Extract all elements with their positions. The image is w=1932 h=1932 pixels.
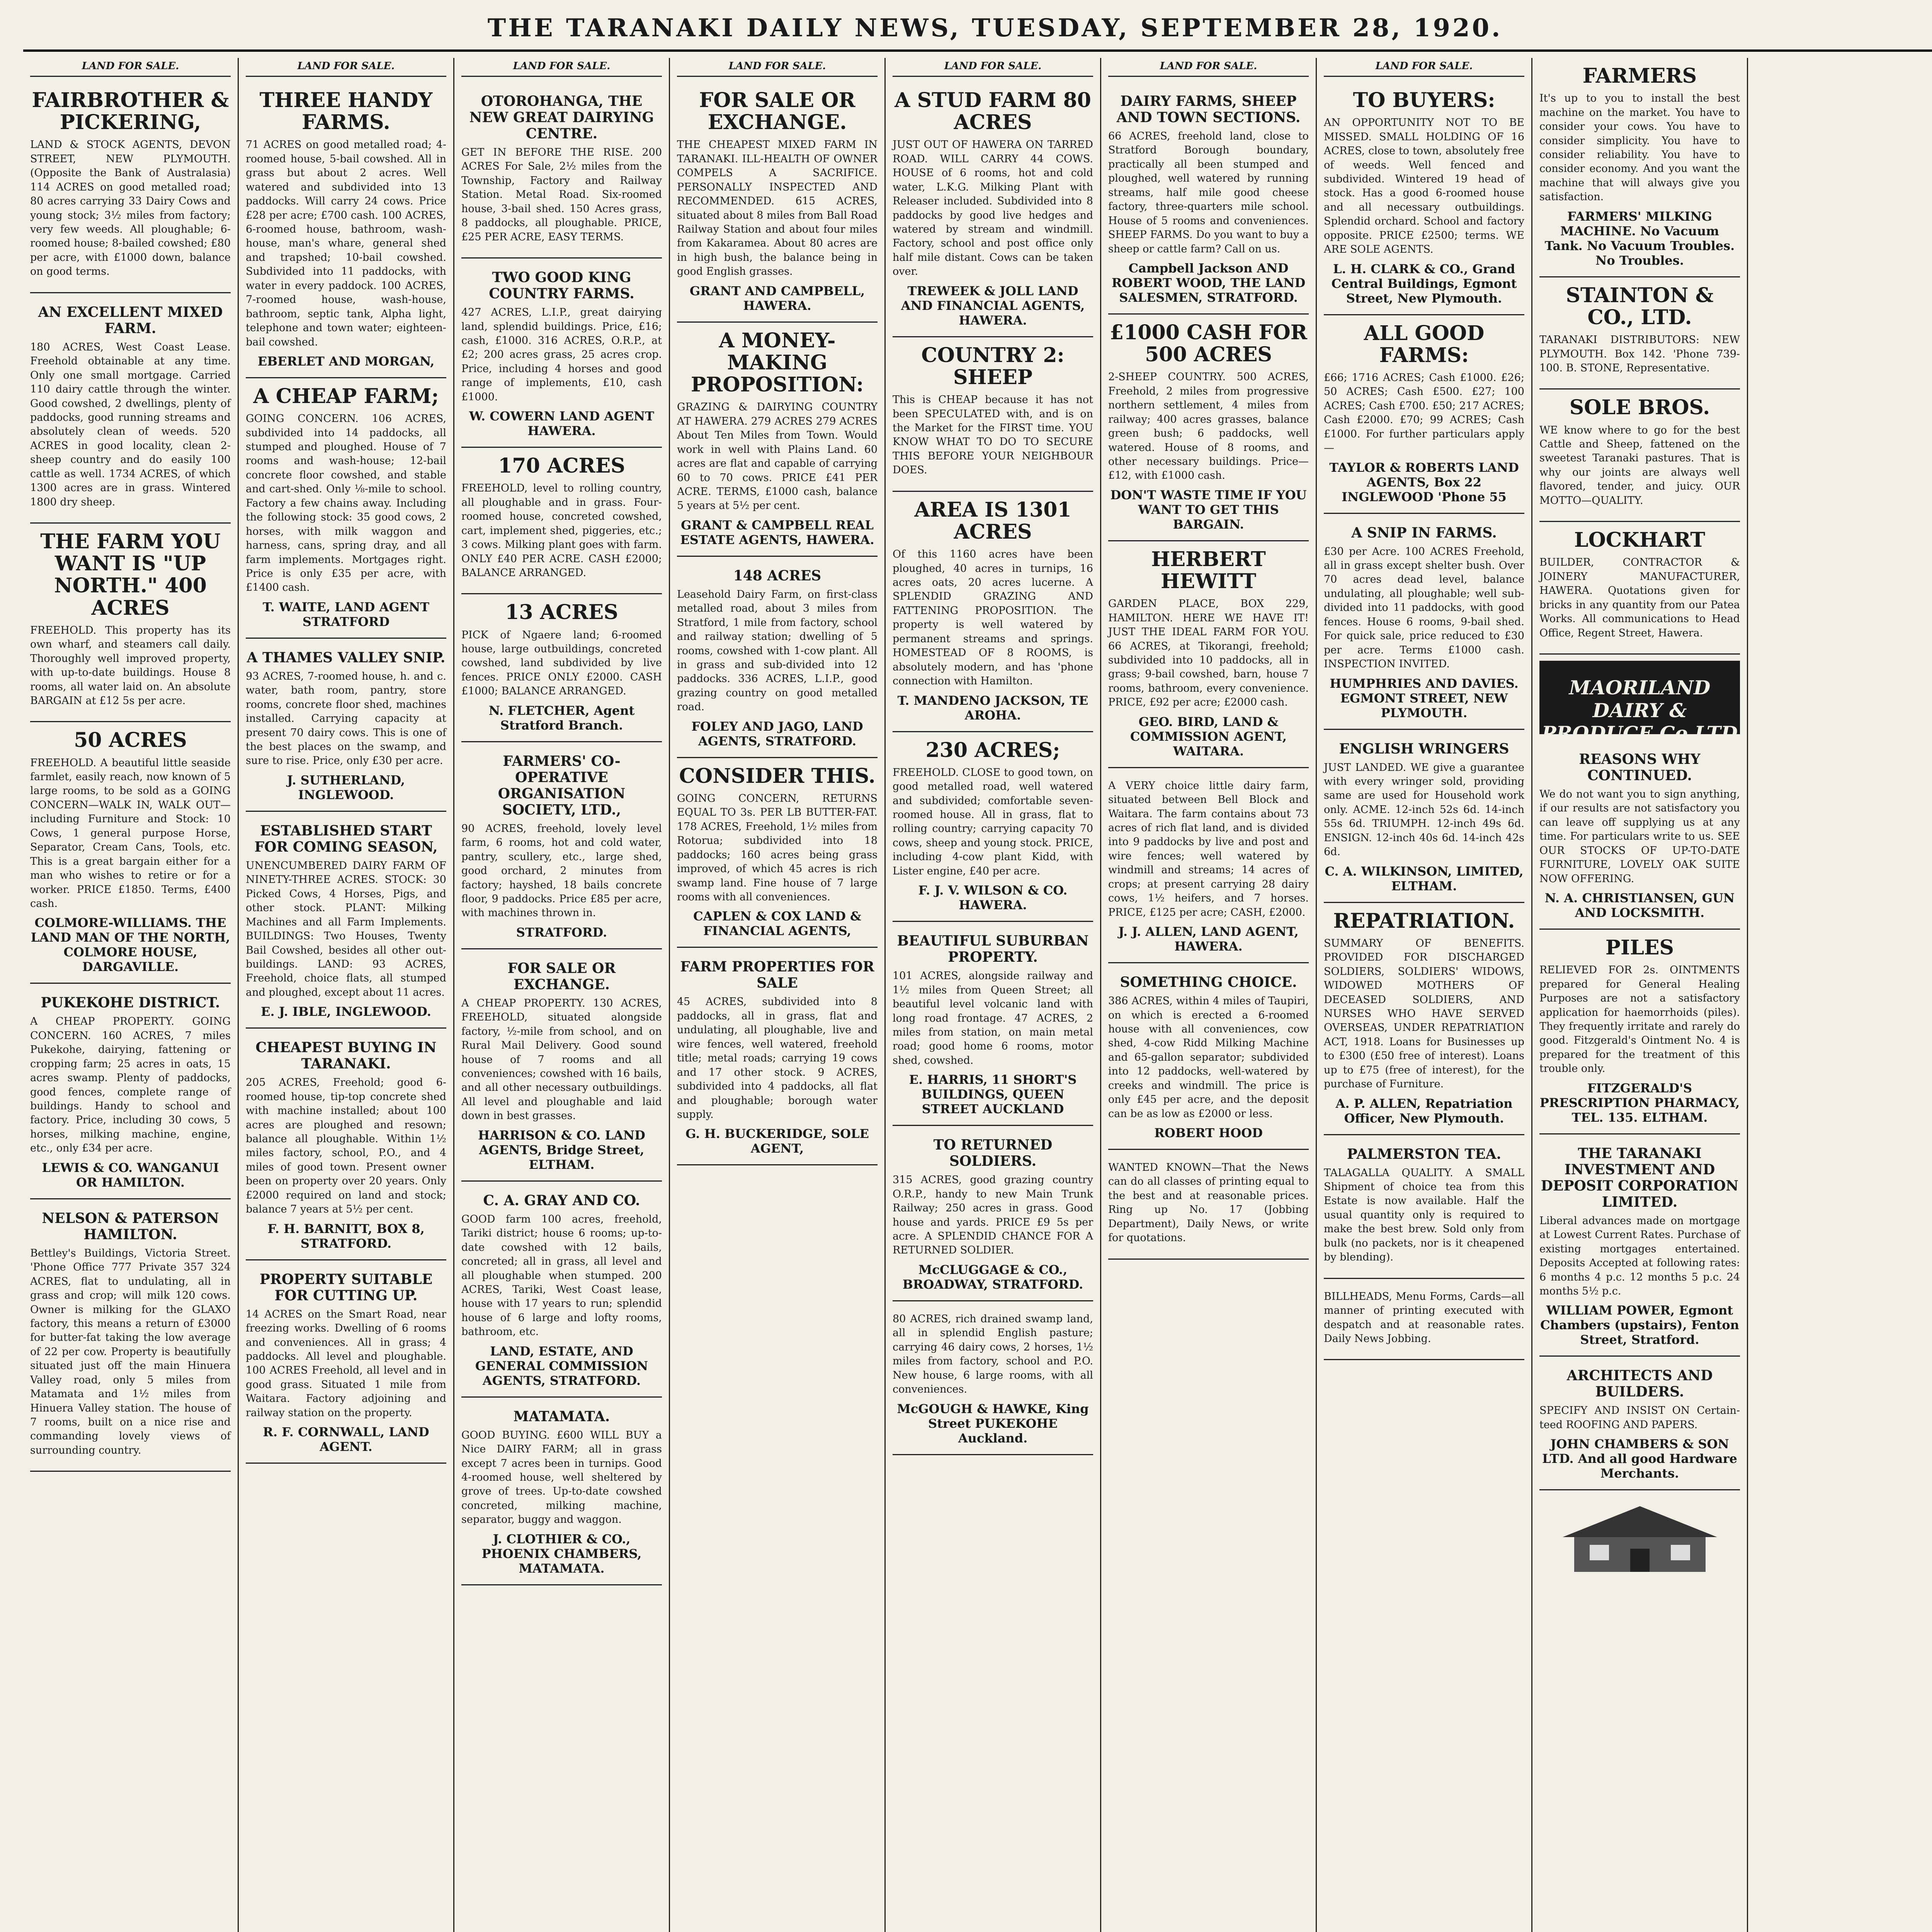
ad-body: 66 ACRES, freehold land, close to Stratford Borough boundary, practically all been stumped and ploughed, well watered by running streams, half mile good cheese factory, three-quarters mile school. House of 5 rooms and conveniences. SHEEP FARMS. Do you want to buy a sheep or cattle farm? Call on us. — [1108, 130, 1309, 255]
ad-body: SUMMARY OF BENEFITS. PROVIDED FOR DISCHARGED SOLDIERS, SOLDIERS' WIDOWS, WIDOWED MOTHERS OF DECEASED SOLDIERS, AND NURSES WHO HAVE SERVED OVERSEAS, UNDER REPATRIATION ACT, 1918. Loans for Businesses up to £300 (£50 free of interest). Loans up to £75 (free of interest), for the purchase of Furniture. — [1324, 937, 1524, 1090]
ad — [30, 1199, 231, 1472]
ad-heading: REASONS WHY CONTINUED. — [1579, 751, 1701, 784]
ad-body: 180 ACRES, West Coast Lease. Freehold obtainable at any time. Only one small mortgage. Carried 110 dairy cattle through the winter. Good cowshed, 2 dwellings, plenty of paddocks, good running streams and absolutely clean of weeds. 520 ACRES in good locality, clean 2-sheep country and do easily 100 cattle as well. 1734 ACRES, of which 1300 acres are in grass. Wintered 1800 dry sheep. — [30, 341, 231, 508]
column-rubric: LAND FOR SALE. — [461, 58, 662, 77]
ad-body: GOING CONCERN. 106 ACRES, subdivided into 14 paddocks, all stumped and ploughed. House of 7 rooms and wash-house; 12-bail concrete floor cowshed, and stable and cart-shed. Only ⅛-mile to school. Factory a few chains away. Including the following stock: 35 good cows, 2 horses, with milk waggon and harness, cans, spring dray, and all farm implements. Mortgages right. Price is only £35 per acre, with £1400 cash. — [246, 413, 446, 594]
ad-body: Of this 1160 acres have been ploughed, 40 acres in turnips, 16 acres oats, 20 acres lucerne. A SPLENDID GRAZING AND FATTENING PROPOSITION. The property is well watered by permanent streams and springs. HOMESTEAD OF 8 ROOMS, is absolutely modern, and has 'phone connection with Hamilton. — [893, 548, 1093, 687]
ad — [30, 524, 231, 722]
ad — [1539, 389, 1740, 522]
ad-signature: C. A. WILKINSON, LIMITED, ELTHAM. — [1325, 864, 1524, 893]
ad-heading: THE TARANAKI INVESTMENT AND DEPOSIT CORPORATION LIMITED. — [1541, 1145, 1739, 1210]
ad-body: LAND & STOCK AGENTS, DEVON STREET, NEW PLYMOUTH. (Opposite the Bank of Australasia) 114 ACRES on good metalled road; 80 acres carrying 33 Dairy Cows and young stock; 3½ miles from factory; very few weeds. All ploughable; 6-roomed house; 8-bailed cowshed; £80 per acre, with £1000 down, balance on good terms. — [30, 139, 231, 278]
ad-heading: PUKEKOHE DISTRICT. — [41, 995, 220, 1011]
column-rubric: LAND FOR SALE. — [1108, 58, 1309, 77]
ad-body: 101 ACRES, alongside railway and 1½ miles from Queen Street; all beautiful level volcanic land with long road frontage. 47 ACRES, 2 miles from station, on main metal road; good home 6 rooms, motor shed, cowshed. — [893, 970, 1093, 1066]
ad-signature: E. J. IBLE, INGLEWOOD. — [261, 1004, 431, 1019]
ad-signature: FARMERS' MILKING MACHINE. No Vacuum Tank. No Vacuum Troubles. No Troubles. — [1544, 209, 1735, 268]
ad-signature: F. J. V. WILSON & CO. HAWERA. — [918, 883, 1068, 913]
ad — [246, 1260, 446, 1464]
ad — [246, 82, 446, 378]
ad-body: PICK of Ngaere land; 6-roomed house, large outbuildings, concreted cowshed, land subdivided by live fences. PRICE ONLY £2000. CASH £1000; BALANCE ARRANGED. — [461, 629, 662, 697]
ad-heading: FARM PROPERTIES FOR SALE — [680, 959, 874, 992]
ad-heading: THE FARM YOU WANT IS "UP NORTH." 400 ACRES — [40, 530, 221, 620]
ad-signature: R. F. CORNWALL, LAND AGENT. — [263, 1425, 429, 1454]
ad — [893, 1126, 1093, 1301]
ad — [1108, 768, 1309, 963]
ad-signature: E. HARRIS, 11 SHORT'S BUILDINGS, QUEEN STREET AUCKLAND — [909, 1072, 1077, 1117]
ad — [893, 492, 1093, 732]
ad-body: 93 ACRES, 7-roomed house, h. and c. water, bath room, pantry, store rooms, concrete floor shed, machines installed. Carrying capacity at present 70 dairy cows. This is one of the best places on the swamp, and sure to rise. Price, only £30 per acre. — [246, 670, 446, 767]
ad-heading: PROPERTY SUITABLE FOR CUTTING UP. — [259, 1271, 433, 1304]
ad-heading: FARMERS — [1582, 64, 1697, 88]
building-illustration — [1539, 1497, 1740, 1578]
ad-heading: FAIRBROTHER & PICKERING, — [32, 88, 229, 134]
ad-body: AN OPPORTUNITY NOT TO BE MISSED. SMALL HOLDING OF 16 ACRES, close to town, absolutely free of weeds. Well fenced and subdivided. Wintered 19 head of stock. Has a good 6-roomed house and all necessary outbuildings. Splendid orchard. School and factory opposite. PRICE £2500; terms. WE ARE SOLE AGENTS. — [1324, 117, 1524, 256]
ad — [677, 948, 878, 1165]
ad-signature: L. H. CLARK & CO., Grand Central Buildings, Egmont Street, New Plymouth. — [1331, 261, 1517, 306]
ad — [461, 259, 662, 448]
ad-body: 45 ACRES, subdivided into 8 paddocks, all in grass, flat and undulating, all ploughable, live and wire fences, well watered, freehold title; metal roads; carrying 19 cows and 17 other stock. 9 ACRES, subdivided into 4 paddocks, all flat and ploughable; borough water supply. — [677, 996, 878, 1121]
ad — [246, 812, 446, 1029]
ad — [1324, 1279, 1524, 1361]
masthead — [23, 7, 1932, 52]
ad-heading: A THAMES VALLEY SNIP. — [247, 649, 446, 666]
maoriland-dairy-logo — [1539, 661, 1740, 745]
ad-signature: N. FLETCHER, Agent Stratford Branch. — [488, 703, 635, 733]
ad — [1539, 522, 1740, 655]
ad-body: A VERY choice little dairy farm, situated between Bell Block and Waitara. The farm contains about 73 acres of rich flat land, and is divided into 9 paddocks by live and post and wire fences; well watered by windmill and streams; 14 acres of crops; at present carrying 28 dairy cows, 1½ heifers, and 7 horses. PRICE, £125 per acre; CASH, £2000. — [1108, 779, 1309, 918]
ad — [1324, 1135, 1524, 1279]
ad-signature: ROBERT HOOD — [1154, 1126, 1263, 1140]
ad-body: 14 ACRES on the Smart Road, near freezing works. Dwelling of 6 rooms and conveniences. All in grass; 4 paddocks. All level and ploughable. 100 ACRES Freehold, all level and in good grass. Situated 1 mile from Waitara. Factory adjoining and railway station on the property. — [246, 1308, 446, 1419]
ad-body: RELIEVED FOR 2s. OINTMENTS prepared for General Healing Purposes are not a satisfactory application for haemorrhoids (piles). They frequently irritate and rarely do good. Fitzgerald's Ointment No. 4 is prepared for the treatment of this trouble only. — [1539, 964, 1740, 1075]
ad-body: FREEHOLD. This property has its own wharf, and steamers call daily. Thoroughly well improved property, with up-to-date buildings. House 8 rooms, all water laid on. An absolute BARGAIN at £12 5s per acre. — [30, 624, 231, 707]
logo-text: MAORILAND DAIRY & PRODUCE Co LTD — [1541, 676, 1738, 745]
ad — [677, 557, 878, 758]
ad-signature: LEWIS & CO. WANGANUI OR HAMILTON. — [42, 1160, 219, 1190]
ad-heading: SOMETHING CHOICE. — [1120, 974, 1297, 991]
ad — [1324, 730, 1524, 903]
ad-heading: NELSON & PATERSON HAMILTON. — [42, 1210, 219, 1243]
ad-heading: AN EXCELLENT MIXED FARM. — [38, 304, 223, 337]
column-6 — [1101, 58, 1317, 1932]
ad-heading: REPATRIATION. — [1333, 909, 1515, 933]
ad-signature: STRATFORD. — [516, 925, 607, 940]
ad-heading: COUNTRY 2: SHEEP — [921, 343, 1065, 389]
ad-heading: MATAMATA. — [513, 1408, 610, 1425]
ad — [461, 742, 662, 949]
ad — [246, 639, 446, 812]
ad — [677, 758, 878, 948]
ad — [677, 323, 878, 557]
ad-body: BILLHEADS, Menu Forms, Cards—all manner of printing executed with despatch and at reasonable rates. Daily News Jobbing. — [1324, 1290, 1524, 1345]
ad-heading: A CHEAP FARM; — [253, 384, 439, 408]
ad-signature: TREWEEK & JOLL LAND AND FINANCIAL AGENTS, HAWERA. — [901, 283, 1085, 328]
ad-signature: GRANT AND CAMPBELL, HAWERA. — [689, 283, 865, 313]
ad-body: GOOD farm 100 acres, freehold, Tariki district; house 6 rooms; up-to-date cowshed with 12 bails, concreted; all in grass, all level and all ploughable when stumped. 200 ACRES, Tariki, West Coast lease, house with 17 years to run; splendid house of 6 large and lofty rooms, bathroom, etc. — [461, 1213, 662, 1338]
ad — [461, 82, 662, 259]
ad-heading: CHEAPEST BUYING IN TARANAKI. — [255, 1039, 437, 1072]
ad-signature: N. A. CHRISTIANSEN, GUN AND LOCKSMITH. — [1544, 891, 1735, 920]
column-rubric: LAND FOR SALE. — [30, 58, 231, 77]
ad — [893, 1301, 1093, 1455]
ad-signature: McGOUGH & HAWKE, King Street PUKEKOHE Auckland. — [897, 1401, 1089, 1446]
ad-heading: TO BUYERS: — [1353, 88, 1495, 112]
ad — [1108, 82, 1309, 315]
ad-heading: A MONEY-MAKING PROPOSITION: — [690, 328, 864, 397]
ad — [1108, 963, 1309, 1150]
ad-signature: HUMPHRIES AND DAVIES. EGMONT STREET, NEW PLYMOUTH. — [1330, 676, 1519, 720]
ad-body: £30 per Acre. 100 ACRES Freehold, all in grass except shelter bush. Over 70 acres dead level, balance undulating, all ploughable; well sub-divided into 11 paddocks, with good fences. House 6 rooms, 9-bail shed. For quick sale, price reduced to £30 per acre. Terms £1000 cash. INSPECTION INVITED. — [1324, 545, 1524, 670]
ad — [893, 337, 1093, 492]
ad — [1324, 514, 1524, 730]
ad — [1539, 740, 1740, 930]
ad — [1324, 903, 1524, 1135]
ad — [677, 82, 878, 323]
ad-heading: BEAUTIFUL SUBURBAN PROPERTY. — [897, 933, 1089, 966]
ad-body: JUST LANDED. WE give a guarantee with every wringer sold, providing same are used for Household work only. ACME. 12-inch 52s 6d. 14-inch 55s 6d. TRIUMPH. 12-inch 49s 6d. ENSIGN. 12-inch 40s 6d. 14-inch 42s 6d. — [1324, 761, 1524, 858]
ad-signature: GEO. BIRD, LAND & COMMISSION AGENT, WAITARA. — [1130, 714, 1287, 759]
masthead-title: THE TARANAKI DAILY NEWS, TUESDAY, SEPTEMBER 28, 1920. — [487, 14, 1503, 43]
ad-signature: McCLUGGAGE & CO., BROADWAY, STRATFORD. — [902, 1262, 1083, 1292]
ad — [461, 949, 662, 1182]
ad — [1539, 1357, 1740, 1490]
column-5 — [886, 58, 1101, 1932]
ad-heading: ALL GOOD FARMS: — [1364, 321, 1485, 367]
ad-signature: G. H. BUCKERIDGE, SOLE AGENT, — [685, 1126, 869, 1156]
ad-body: GET IN BEFORE THE RISE. 200 ACRES For Sale, 2½ miles from the Township, Factory and Railway Station. Metal Road. Six-roomed house, 3-bail shed. 150 Acres grass, 8 paddocks, all ploughable. PRICE, £25 PER ACRE, EASY TERMS. — [461, 146, 662, 243]
ad-body: Leasehold Dairy Farm, on first-class metalled road, about 3 miles from Stratford, 1 mile from factory, school and railway station; dwelling of 5 rooms, cowshed with 1-cow plant. All in grass and sub-divided into 12 paddocks. 336 ACRES, L.I.P., good grazing country on good metalled road. — [677, 588, 878, 713]
ad — [1324, 315, 1524, 514]
ad-signature: LAND, ESTATE, AND GENERAL COMMISSION AGENTS, STRATFORD. — [475, 1344, 648, 1388]
ad-body: 315 ACRES, good grazing country O.R.P., handy to new Main Trunk Railway; 250 acres in grass. Good house and yards. PRICE £9 5s per acre. A SPLENDID CHANCE FOR A RETURNED SOLDIER. — [893, 1174, 1093, 1257]
ad-heading: DAIRY FARMS, SHEEP AND TOWN SECTIONS. — [1116, 93, 1301, 126]
column-7 — [1317, 58, 1532, 1932]
ad-heading: THREE HANDY FARMS. — [259, 88, 433, 134]
ad-heading: OTOROHANGA, THE NEW GREAT DAIRYING CENTRE. — [469, 93, 654, 142]
ad — [461, 1398, 662, 1585]
ad — [1108, 1150, 1309, 1260]
column-rubric: LAND FOR SALE. — [677, 58, 878, 77]
ad-body: WANTED KNOWN—That the News can do all classes of printing equal to the best and at reasonable prices. Ring up No. 17 (Jobbing Department), Daily News, or write for quotations. — [1108, 1162, 1309, 1244]
ad-heading: ESTABLISHED START FOR COMING SEASON, — [254, 822, 438, 855]
ad-signature: CAPLEN & COX LAND & FINANCIAL AGENTS, — [693, 909, 861, 939]
ad-body: UNENCUMBERED DAIRY FARM OF NINETY-THREE ACRES. STOCK: 30 Picked Cows, 4 Horses, Pigs, and other stock. PLANT: Milking Machines and all Farm Implements. BUILDINGS: Two Houses, Twenty Bail Cowshed, besides all other out-buildings. LAND: 93 ACRES, Freehold, choice flats, all stumped and ploughed, except about 11 acres. — [246, 859, 446, 998]
ad-heading: 50 ACRES — [74, 728, 187, 752]
ad-body: THE CHEAPEST MIXED FARM IN TARANAKI. ILL-HEALTH OF OWNER COMPELS A SACRIFICE. PERSONALLY INSPECTED AND RECOMMENDED. 615 ACRES, situated about 8 miles from Ball Road Railway Station and about four miles from Kakaramea. About 80 acres are in high bush, the balance being in good English grasses. — [677, 139, 878, 278]
ad-heading: FARMERS' CO-OPERATIVE ORGANISATION SOCIETY, LTD., — [498, 753, 626, 818]
ad-body: FREEHOLD, level to rolling country, all ploughable and in grass. Four-roomed house, concreted cowshed, cart, implement shed, piggeries, etc.; 3 cows. Milking plant goes with farm. ONLY £40 PER ACRE. CASH £2000; BALANCE ARRANGED. — [461, 482, 662, 579]
column-9 — [1748, 58, 1932, 1932]
ad-signature: J. CLOTHIER & CO., PHOENIX CHAMBERS, MATAMATA. — [481, 1531, 642, 1576]
ad-body: This is CHEAP because it has not been SPECULATED with, and is on the Market for the FIRST time. YOU KNOW WHAT TO DO TO SECURE THIS BEFORE YOUR NEIGHBOUR DOES. — [893, 394, 1093, 476]
ad-body: FREEHOLD. A beautiful little seaside farmlet, easily reach, now known of 5 large rooms, to be sold as a GOING CONCERN—WALK IN, WALK OUT—including Furniture and Stock: 10 Cows, 1 general purpose Horse, Separator, Cream Cans, Tools, etc. This is a great bargain either for a man who wishes to retire or for a worker. PRICE £1850. Terms, £400 cash. — [30, 757, 231, 910]
ad — [246, 378, 446, 639]
ad-heading: SOLE BROS. — [1569, 396, 1710, 420]
column-rubric: LAND FOR SALE. — [246, 58, 446, 77]
ad-body: £66; 1716 ACRES; Cash £1000. £26; 50 ACRES; Cash £500. £27; 100 ACRES; Cash £700. £50; 217 ACRES; Cash £2000. £70; 99 ACRES; Cash £1000. For further particulars apply— — [1324, 371, 1524, 454]
ad — [1539, 930, 1740, 1134]
ad-body: 90 ACRES, freehold, lovely level farm, 6 rooms, hot and cold water, pantry, scullery, etc., large shed, good orchard, 2 minutes from factory; hayshed, 18 bails concrete floor, 9 paddocks. Price £85 per acre, with machines thrown in. — [461, 822, 662, 919]
ad — [246, 1029, 446, 1260]
ad-heading: A STUD FARM 80 ACRES — [895, 88, 1091, 134]
ad-signature: Campbell Jackson AND ROBERT WOOD, THE LAND SALESMEN, STRATFORD. — [1111, 260, 1306, 305]
ad-body: Bettley's Buildings, Victoria Street. 'Phone Office 777 Private 357 324 ACRES, flat to undulating, all in grass and crop; will milk 120 cows. Owner is milking for the GLAXO factory, this means a return of £3000 for butter-fat taking the low average of 22 per cow. Property is beautifully situated just off the main Hinuera Valley road, only 5 miles from Matamata and 1½ miles from Hinuera Valley station. The house of 7 rooms, built on a nice rise and commanding lovely views of surrounding country. — [30, 1247, 231, 1456]
ad-body: GRAZING & DAIRYING COUNTRY AT HAWERA. 279 ACRES 279 ACRES About Ten Miles from Town. Would work in well with Plains Land. 60 acres are flat and capable of carrying 60 to 70 cows. PRICE £41 PER ACRE. TERMS, £1000 cash, balance 5 years at 5½ per cent. — [677, 401, 878, 512]
ad-body: BUILDER, CONTRACTOR & JOINERY MANUFACTURER, HAWERA. Quotations given for bricks in any quantity from our Patea Works. All communications to Head Office, Regent Street, Hawera. — [1539, 556, 1740, 639]
ad-signature: W. COWERN LAND AGENT HAWERA. — [469, 409, 654, 439]
ad-signature: T. WAITE, LAND AGENT STRATFORD — [262, 599, 430, 629]
ad-signature: JOHN CHAMBERS & SON LTD. And all good Hardware Merchants. — [1542, 1437, 1737, 1481]
column-rubric: LAND FOR SALE. — [1324, 58, 1524, 77]
ad-heading: AREA IS 1301 ACRES — [914, 498, 1071, 544]
ad — [30, 293, 231, 524]
ad-body: FREEHOLD. CLOSE to good town, on good metalled road, well watered and subdivided; comfortable seven-roomed house. All in grass, flat to rolling country; carrying capacity 70 cows, sheep and young stock. PRICE, including 4-cow plant Kidd, with Lister engine, £40 per acre. — [893, 766, 1093, 877]
ad-body: A CHEAP PROPERTY. 130 ACRES, FREEHOLD, situated alongside factory, ½-mile from school, and on Rural Mail Delivery. Good sound house of 7 rooms and all conveniences; cowshed with 16 bails, and all other necessary outbuildings. All level and ploughable and laid down in best grasses. — [461, 997, 662, 1122]
ad-signature: DON'T WASTE TIME IF YOU WANT TO GET THIS BARGAIN. — [1110, 487, 1307, 532]
ad-body: 427 ACRES, L.I.P., great dairying land, splendid buildings. Price, £16; cash, £1000. 316 ACRES, O.R.P., at £2; 200 acres grass, 25 acres crop. Price, including 4 horses and good range of implements, £10, cash £1000. — [461, 306, 662, 403]
ad-signature: HARRISON & CO. LAND AGENTS, Bridge Street, ELTHAM. — [478, 1128, 645, 1172]
ad — [1324, 82, 1524, 315]
ad-signature: J. J. ALLEN, LAND AGENT, HAWERA. — [1118, 924, 1299, 954]
ad-body: It's up to you to install the best machine on the market. You have to consider your cows. You have to consider simplicity. You have to consider reliability. You have to consider economy. And you want the machine that will always give you satisfaction. — [1539, 92, 1740, 203]
ad-heading: FOR SALE OR EXCHANGE. — [507, 960, 616, 993]
ad — [461, 594, 662, 742]
ad — [1108, 315, 1309, 541]
ad-signature: WILLIAM POWER, Egmont Chambers (upstairs), Fenton Street, Stratford. — [1540, 1303, 1739, 1347]
ad-heading: 230 ACRES; — [925, 738, 1060, 762]
ad — [1539, 1134, 1740, 1357]
ad-heading: ENGLISH WRINGERS — [1339, 740, 1509, 757]
ad-body: WE know where to go for the best Cattle and Sheep, fattened on the sweetest Taranaki pastures. That is why our joints are always well flavored, tender, and juicy. OUR MOTTO—QUALITY. — [1539, 424, 1740, 507]
ad-body: Liberal advances made on mortgage at Lowest Current Rates. Purchase of existing mortgages entertained. Deposits Accepted at following rates: 6 months 4 p.c. 12 months 5 p.c. 24 months 5½ p.c. — [1539, 1214, 1740, 1297]
ad — [1108, 541, 1309, 768]
ad-signature: COLMORE-WILLIAMS. THE LAND MAN OF THE NORTH, COLMORE HOUSE, DARGAVILLE. — [31, 915, 230, 975]
ad-body: A CHEAP PROPERTY. GOING CONCERN. 160 ACRES, 7 miles Pukekohe, dairying, fattening or cropping farm; 25 acres in oats, 15 acres swamp. Plenty of paddocks, good fences, complete range of buildings. Handy to school and factory. Price, including 30 cows, 5 horses, milking machine, engine, etc., only £34 per acre. — [30, 1015, 231, 1155]
ad — [30, 984, 231, 1199]
ad-body: 2-SHEEP COUNTRY. 500 ACRES, Freehold, 2 miles from progressive northern settlement, 4 miles from railway; 400 acres grasses, balance green bush; 6 paddocks, well watered. House of 8 rooms, and other necessary buildings. Price—£12, with £1000 cash. — [1108, 371, 1309, 482]
ad — [893, 922, 1093, 1126]
ad — [1539, 58, 1740, 277]
ad-signature: A. P. ALLEN, Repatriation Officer, New Plymouth. — [1335, 1096, 1513, 1126]
ad — [893, 732, 1093, 922]
column-8 — [1532, 58, 1748, 1932]
ad-heading: FOR SALE OR EXCHANGE. — [699, 88, 855, 134]
column-3 — [454, 58, 670, 1932]
ad-body: TALAGALLA QUALITY. A SMALL Shipment of choice tea from this Estate is now available. Half the usual quantity only is required to make the best brew. Sold only from bulk (no packets, nor is it cheapened by blending). — [1324, 1167, 1524, 1264]
columns — [23, 58, 1932, 1932]
ad-body: 386 ACRES, within 4 miles of Taupiri, on which is erected a 6-roomed house with all conveniences, cow shed, 4-cow Ridd Milking Machine and 65-gallon separator; subdivided into 12 paddocks, well-watered by creeks and windmill. The price is only £45 per acre, and the deposit can be as low as £2000 or less. — [1108, 995, 1309, 1120]
ad-body: We do not want you to sign anything, if our results are not satisfactory you can leave off supplying us at any time. For particulars write to us. SEE OUR STOCKS OF UP-TO-DATE FURNITURE, LOVELY OAK SUITE NOW OFFERING. — [1539, 788, 1740, 885]
ad-body: 71 ACRES on good metalled road; 4-roomed house, 5-bail cowshed. All in grass but about 2 acres. Well watered and subdivided into 13 paddocks. Will carry 24 cows. Price £28 per acre; £700 cash. 100 ACRES, 6-roomed house, bathroom, wash-house, man's whare, general shed and trapshed; 10-bail cowshed. Subdivided into 11 paddocks, with water in every paddock. 100 ACRES, 7-roomed house, wash-house, bathroom, septic tank, Alpha light, telephone and town water; eighteen-bail cowshed. — [246, 139, 446, 348]
ad-heading: £1000 CASH FOR 500 ACRES — [1110, 320, 1307, 367]
ad-signature: FITZGERALD'S PRESCRIPTION PHARMACY, TEL. 135. ELTHAM. — [1539, 1080, 1740, 1125]
ad-signature: FOLEY AND JAGO, LAND AGENTS, STRATFORD. — [691, 719, 863, 748]
ad-signature: GRANT & CAMPBELL REAL ESTATE AGENTS, HAWERA. — [680, 517, 874, 547]
ad-heading: PILES — [1605, 936, 1674, 960]
ad-body: GARDEN PLACE, BOX 229, HAMILTON. HERE WE HAVE IT! JUST THE IDEAL FARM FOR YOU. 66 ACRES, at Tikorangi, freehold; subdivided into 10 paddocks, all in grass; 9-bail cowshed, barn, house 7 rooms, bathroom, every convenience. PRICE, £92 per acre; £2000 cash. — [1108, 598, 1309, 709]
ad-body: GOOD BUYING. £600 WILL BUY a Nice DAIRY FARM; all in grass except 7 acres been in turnips. Good 4-roomed house, well sheltered by grove of trees. Up-to-date cowshed concreted, milking machine, separator, buggy and waggon. — [461, 1429, 662, 1526]
ad-body: JUST OUT OF HAWERA ON TARRED ROAD. WILL CARRY 44 COWS. HOUSE of 6 rooms, hot and cold water, L.K.G. Milking Plant with Releaser included. Subdivided into 8 paddocks by good live hedges and watered by stream and windmill. Factory, school and post office only half mile distant. Cows can be taken over. — [893, 139, 1093, 278]
column-4 — [670, 58, 886, 1932]
ad-signature: F. H. BARNITT, BOX 8, STRATFORD. — [267, 1221, 425, 1251]
ad — [30, 82, 231, 293]
ad-heading: LOCKHART — [1574, 528, 1705, 552]
ad — [461, 448, 662, 594]
ad-body: 80 ACRES, rich drained swamp land, all in splendid English pasture; carrying 46 dairy cows, 2 horses, 1½ miles from factory, school and P.O. New house, 6 large rooms, with all conveniences. — [893, 1313, 1093, 1396]
ad-signature: T. MANDENO JACKSON, TE AROHA. — [897, 693, 1088, 723]
ad-heading: CONSIDER THIS. — [679, 764, 876, 788]
ad-heading: C. A. GRAY AND CO. — [483, 1192, 640, 1209]
ad-heading: STAINTON & CO., LTD. — [1566, 283, 1714, 329]
house-icon — [1547, 1498, 1733, 1576]
ad — [893, 82, 1093, 337]
column-rubric: LAND FOR SALE. — [893, 58, 1093, 77]
ad-signature: J. SUTHERLAND, INGLEWOOD. — [287, 772, 405, 802]
ad-body: TARANAKI DISTRIBUTORS: NEW PLYMOUTH. Box 142. 'Phone 739-100. B. STONE, Representative. — [1539, 334, 1740, 374]
ad-heading: A SNIP IN FARMS. — [1351, 524, 1497, 541]
ad-heading: 148 ACRES — [733, 567, 821, 584]
column-2 — [239, 58, 454, 1932]
ad-signature: EBERLET AND MORGAN, — [257, 354, 435, 369]
ad-body: SPECIFY AND INSIST ON Certain-teed ROOFING AND PAPERS. — [1539, 1405, 1740, 1431]
ad-heading: 13 ACRES — [505, 600, 618, 624]
ad — [1539, 277, 1740, 390]
ad-heading: 170 ACRES — [498, 454, 625, 478]
ad — [461, 1182, 662, 1398]
ad-heading: HERBERT HEWITT — [1151, 547, 1266, 593]
column-1 — [23, 58, 239, 1932]
ad-heading: TO RETURNED SOLDIERS. — [933, 1137, 1053, 1170]
ad-heading: TWO GOOD KING COUNTRY FARMS. — [489, 269, 634, 302]
ad-heading: PALMERSTON TEA. — [1347, 1146, 1502, 1162]
ad-signature: TAYLOR & ROBERTS LAND AGENTS, Box 22 INGLEWOOD 'Phone 55 — [1329, 460, 1519, 504]
ad-body: 205 ACRES, Freehold; good 6-roomed house, tip-top concrete shed with machine installed; about 100 acres are ploughed and resown; balance all ploughable. Within 1½ miles factory, school, P.O., and 4 miles of good town. Present owner been on property over 20 years. Only £2000 required on land and stock; balance 7 years at 5½ per cent. — [246, 1077, 446, 1216]
ad — [30, 722, 231, 984]
ad-heading: ARCHITECTS AND BUILDERS. — [1566, 1367, 1713, 1400]
ad-body: GOING CONCERN, RETURNS EQUAL TO 3s. PER LB BUTTER-FAT. 178 ACRES, Freehold, 1½ miles from Rotorua; subdivided into 18 paddocks; 160 acres being grass improved, of which 45 acres is rich swamp land. Fine house of 7 large rooms with all conveniences. — [677, 792, 878, 903]
